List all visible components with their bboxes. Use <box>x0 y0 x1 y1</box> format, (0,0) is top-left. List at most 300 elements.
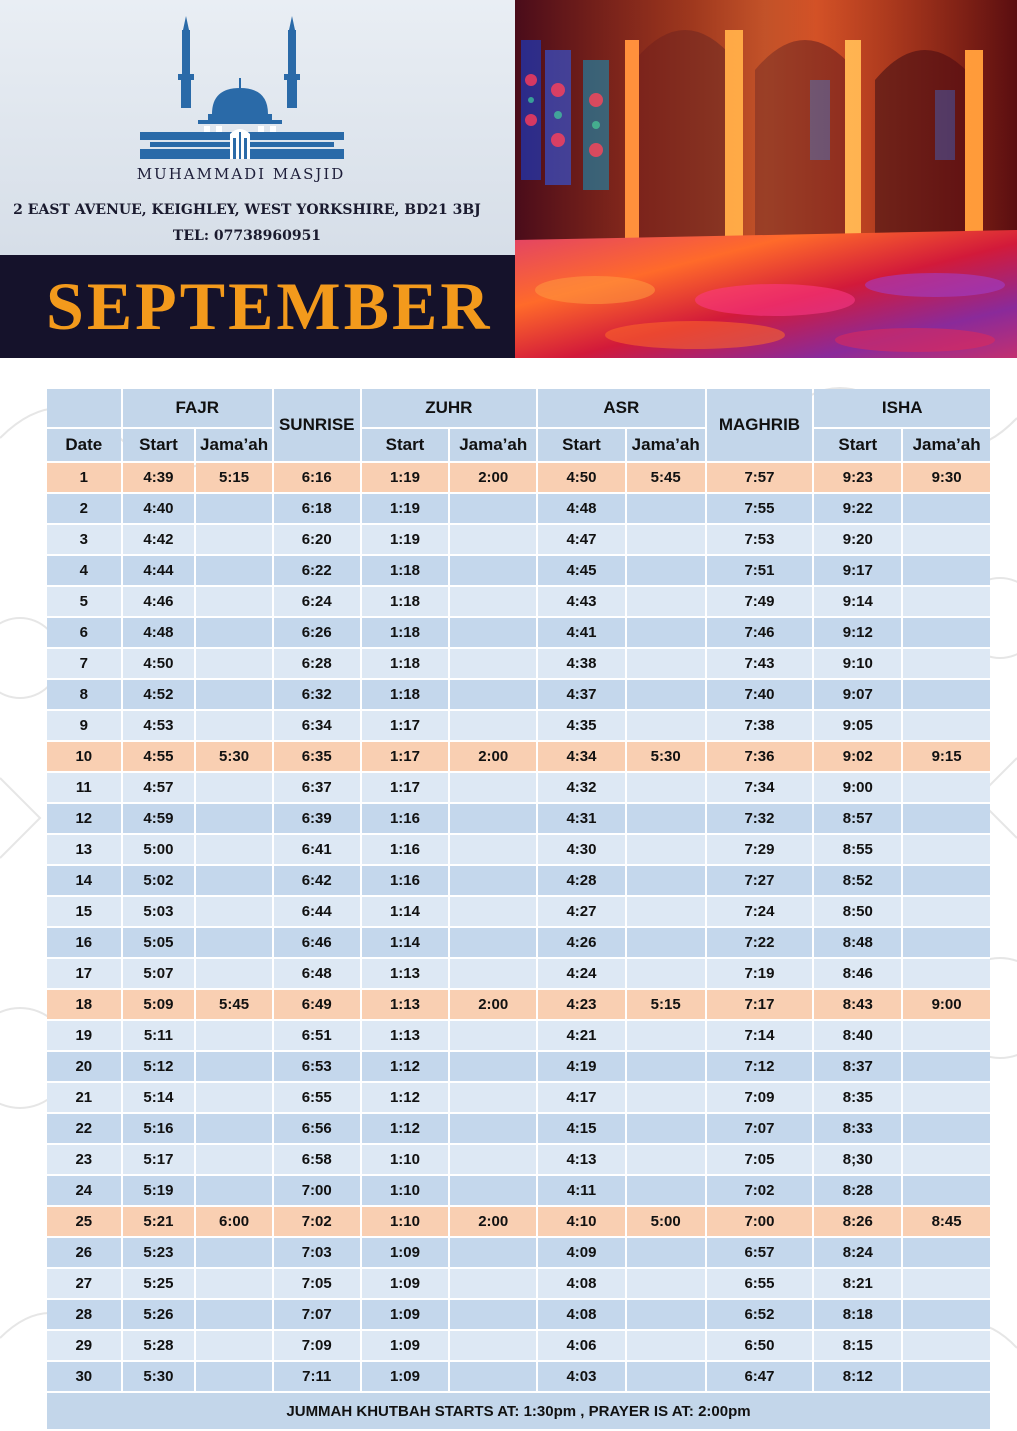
zuhr-jamaah-cell <box>450 1331 536 1362</box>
zuhr-jamaah-cell <box>450 773 536 804</box>
zuhr-jamaah-cell <box>450 1083 536 1114</box>
sunrise-cell: 7:05 <box>274 1269 360 1300</box>
asr-start-cell: 4:35 <box>538 711 625 742</box>
asr-jamaah-cell <box>627 556 705 587</box>
zuhr-jamaah-cell <box>450 1300 536 1331</box>
header <box>0 0 1017 358</box>
isha-start-cell: 8:48 <box>814 928 901 959</box>
table-row <box>47 835 990 866</box>
asr-jamaah-cell <box>627 928 705 959</box>
isha-start-cell: 8:33 <box>814 1114 901 1145</box>
sunrise-cell: 6:51 <box>274 1021 360 1052</box>
asr-jamaah-cell <box>627 680 705 711</box>
asr-jamaah-cell <box>627 618 705 649</box>
fajr-jamaah-cell <box>196 1145 272 1176</box>
header-isha-start: Start <box>814 429 901 463</box>
zuhr-start-cell: 1:19 <box>362 494 449 525</box>
date-cell: 12 <box>47 804 121 835</box>
zuhr-start-cell: 1:10 <box>362 1176 449 1207</box>
fajr-start-cell: 5:07 <box>123 959 195 990</box>
maghrib-cell: 6:57 <box>707 1238 813 1269</box>
table-row <box>47 1114 990 1145</box>
isha-jamaah-cell <box>903 1238 990 1269</box>
header-fajr: FAJR <box>123 389 272 429</box>
header-row-prayers <box>47 389 990 429</box>
sunrise-cell: 6:44 <box>274 897 360 928</box>
table-row <box>47 649 990 680</box>
sunrise-cell: 6:24 <box>274 587 360 618</box>
fajr-start-cell: 5:23 <box>123 1238 195 1269</box>
zuhr-jamaah-cell <box>450 1052 536 1083</box>
header-isha: ISHA <box>814 389 990 429</box>
sunrise-cell: 6:37 <box>274 773 360 804</box>
asr-jamaah-cell <box>627 1269 705 1300</box>
maghrib-cell: 7:19 <box>707 959 813 990</box>
zuhr-start-cell: 1:13 <box>362 959 449 990</box>
header-info-panel <box>0 0 515 255</box>
table-row <box>47 1300 990 1331</box>
table-row <box>47 990 990 1021</box>
fajr-jamaah-cell <box>196 1238 272 1269</box>
fajr-jamaah-cell <box>196 1331 272 1362</box>
zuhr-start-cell: 1:09 <box>362 1300 449 1331</box>
isha-start-cell: 8:50 <box>814 897 901 928</box>
zuhr-jamaah-cell: 2:00 <box>450 990 536 1021</box>
sunrise-cell: 6:20 <box>274 525 360 556</box>
asr-start-cell: 4:06 <box>538 1331 625 1362</box>
asr-jamaah-cell <box>627 1145 705 1176</box>
table-row <box>47 1238 990 1269</box>
asr-jamaah-cell <box>627 1238 705 1269</box>
zuhr-start-cell: 1:16 <box>362 804 449 835</box>
zuhr-start-cell: 1:12 <box>362 1114 449 1145</box>
table-row <box>47 1362 990 1393</box>
maghrib-cell: 7:34 <box>707 773 813 804</box>
maghrib-cell: 7:51 <box>707 556 813 587</box>
fajr-start-cell: 5:25 <box>123 1269 195 1300</box>
fajr-jamaah-cell <box>196 494 272 525</box>
maghrib-cell: 6:47 <box>707 1362 813 1393</box>
isha-jamaah-cell <box>903 680 990 711</box>
sunrise-cell: 7:00 <box>274 1176 360 1207</box>
fajr-start-cell: 5:28 <box>123 1331 195 1362</box>
header-blank-cell <box>47 389 121 429</box>
isha-start-cell: 9:22 <box>814 494 901 525</box>
table-row <box>47 680 990 711</box>
asr-start-cell: 4:26 <box>538 928 625 959</box>
fajr-jamaah-cell <box>196 1114 272 1145</box>
maghrib-cell: 7:07 <box>707 1114 813 1145</box>
header-date: Date <box>47 429 121 463</box>
fajr-jamaah-cell <box>196 711 272 742</box>
sunrise-cell: 7:03 <box>274 1238 360 1269</box>
zuhr-start-cell: 1:09 <box>362 1269 449 1300</box>
date-cell: 14 <box>47 866 121 897</box>
maghrib-cell: 7:40 <box>707 680 813 711</box>
zuhr-start-cell: 1:13 <box>362 990 449 1021</box>
masjid-telephone: TEL: 07738960951 <box>172 228 322 244</box>
fajr-start-cell: 5:26 <box>123 1300 195 1331</box>
zuhr-start-cell: 1:09 <box>362 1238 449 1269</box>
isha-start-cell: 9:10 <box>814 649 901 680</box>
fajr-start-cell: 5:02 <box>123 866 195 897</box>
isha-jamaah-cell <box>903 773 990 804</box>
footer-row <box>47 1393 990 1431</box>
asr-start-cell: 4:34 <box>538 742 625 773</box>
zuhr-start-cell: 1:16 <box>362 866 449 897</box>
sunrise-cell: 7:11 <box>274 1362 360 1393</box>
isha-start-cell: 8:28 <box>814 1176 901 1207</box>
isha-jamaah-cell <box>903 928 990 959</box>
isha-jamaah-cell <box>903 618 990 649</box>
zuhr-jamaah-cell <box>450 494 536 525</box>
fajr-jamaah-cell <box>196 773 272 804</box>
fajr-start-cell: 4:48 <box>123 618 195 649</box>
date-cell: 23 <box>47 1145 121 1176</box>
header-zuhr-start: Start <box>362 429 449 463</box>
isha-start-cell: 8:46 <box>814 959 901 990</box>
maghrib-cell: 7:22 <box>707 928 813 959</box>
table-row <box>47 1021 990 1052</box>
date-cell: 29 <box>47 1331 121 1362</box>
fajr-start-cell: 5:09 <box>123 990 195 1021</box>
fajr-start-cell: 4:52 <box>123 680 195 711</box>
maghrib-cell: 7:53 <box>707 525 813 556</box>
asr-start-cell: 4:41 <box>538 618 625 649</box>
header-asr: ASR <box>538 389 704 429</box>
isha-jamaah-cell <box>903 587 990 618</box>
isha-start-cell: 8:40 <box>814 1021 901 1052</box>
header-row-subcolumns <box>47 429 990 463</box>
table-row <box>47 463 990 494</box>
isha-start-cell: 8:35 <box>814 1083 901 1114</box>
zuhr-jamaah-cell <box>450 1145 536 1176</box>
table-row <box>47 804 990 835</box>
isha-start-cell: 9:05 <box>814 711 901 742</box>
fajr-jamaah-cell <box>196 835 272 866</box>
zuhr-start-cell: 1:14 <box>362 928 449 959</box>
date-cell: 5 <box>47 587 121 618</box>
isha-jamaah-cell <box>903 556 990 587</box>
asr-start-cell: 4:38 <box>538 649 625 680</box>
fajr-jamaah-cell <box>196 618 272 649</box>
isha-start-cell: 8:37 <box>814 1052 901 1083</box>
fajr-jamaah-cell: 5:45 <box>196 990 272 1021</box>
fajr-start-cell: 4:50 <box>123 649 195 680</box>
fajr-start-cell: 4:53 <box>123 711 195 742</box>
asr-start-cell: 4:10 <box>538 1207 625 1238</box>
isha-jamaah-cell: 9:30 <box>903 463 990 494</box>
maghrib-cell: 7:32 <box>707 804 813 835</box>
zuhr-start-cell: 1:09 <box>362 1331 449 1362</box>
asr-start-cell: 4:32 <box>538 773 625 804</box>
sunrise-cell: 6:42 <box>274 866 360 897</box>
fajr-jamaah-cell <box>196 1176 272 1207</box>
asr-start-cell: 4:31 <box>538 804 625 835</box>
asr-jamaah-cell <box>627 835 705 866</box>
asr-jamaah-cell <box>627 897 705 928</box>
fajr-start-cell: 4:44 <box>123 556 195 587</box>
isha-start-cell: 8:52 <box>814 866 901 897</box>
fajr-start-cell: 5:05 <box>123 928 195 959</box>
maghrib-cell: 7:05 <box>707 1145 813 1176</box>
fajr-start-cell: 5:11 <box>123 1021 195 1052</box>
fajr-start-cell: 5:21 <box>123 1207 195 1238</box>
zuhr-jamaah-cell: 2:00 <box>450 463 536 494</box>
date-cell: 25 <box>47 1207 121 1238</box>
zuhr-jamaah-cell <box>450 680 536 711</box>
isha-jamaah-cell <box>903 897 990 928</box>
asr-jamaah-cell <box>627 866 705 897</box>
zuhr-jamaah-cell <box>450 587 536 618</box>
asr-jamaah-cell <box>627 1021 705 1052</box>
masjid-name: MUHAMMADI MASJID <box>136 165 346 183</box>
table-row <box>47 1331 990 1362</box>
date-cell: 16 <box>47 928 121 959</box>
isha-start-cell: 8:43 <box>814 990 901 1021</box>
asr-jamaah-cell <box>627 1176 705 1207</box>
maghrib-cell: 7:14 <box>707 1021 813 1052</box>
zuhr-start-cell: 1:18 <box>362 556 449 587</box>
asr-jamaah-cell <box>627 1331 705 1362</box>
zuhr-jamaah-cell <box>450 835 536 866</box>
asr-start-cell: 4:13 <box>538 1145 625 1176</box>
sunrise-cell: 6:39 <box>274 804 360 835</box>
isha-jamaah-cell <box>903 1083 990 1114</box>
isha-jamaah-cell <box>903 804 990 835</box>
asr-start-cell: 4:45 <box>538 556 625 587</box>
maghrib-cell: 7:00 <box>707 1207 813 1238</box>
sunrise-cell: 7:09 <box>274 1331 360 1362</box>
fajr-jamaah-cell <box>196 1021 272 1052</box>
date-cell: 7 <box>47 649 121 680</box>
table-row <box>47 959 990 990</box>
asr-start-cell: 4:50 <box>538 463 625 494</box>
sunrise-cell: 6:46 <box>274 928 360 959</box>
fajr-jamaah-cell <box>196 1300 272 1331</box>
asr-start-cell: 4:37 <box>538 680 625 711</box>
fajr-start-cell: 5:16 <box>123 1114 195 1145</box>
asr-start-cell: 4:21 <box>538 1021 625 1052</box>
maghrib-cell: 7:55 <box>707 494 813 525</box>
fajr-start-cell: 4:39 <box>123 463 195 494</box>
asr-jamaah-cell <box>627 711 705 742</box>
isha-start-cell: 8;30 <box>814 1145 901 1176</box>
fajr-jamaah-cell <box>196 1362 272 1393</box>
maghrib-cell: 7:27 <box>707 866 813 897</box>
table-row <box>47 494 990 525</box>
zuhr-jamaah-cell <box>450 1362 536 1393</box>
maghrib-cell: 6:55 <box>707 1269 813 1300</box>
maghrib-cell: 7:38 <box>707 711 813 742</box>
isha-start-cell: 8:24 <box>814 1238 901 1269</box>
sunrise-cell: 6:18 <box>274 494 360 525</box>
fajr-start-cell: 5:30 <box>123 1362 195 1393</box>
zuhr-start-cell: 1:12 <box>362 1083 449 1114</box>
asr-start-cell: 4:19 <box>538 1052 625 1083</box>
sunrise-cell: 6:22 <box>274 556 360 587</box>
asr-jamaah-cell <box>627 525 705 556</box>
table-row <box>47 1176 990 1207</box>
asr-start-cell: 4:08 <box>538 1300 625 1331</box>
table-row <box>47 1269 990 1300</box>
isha-jamaah-cell <box>903 525 990 556</box>
zuhr-jamaah-cell <box>450 928 536 959</box>
asr-start-cell: 4:43 <box>538 587 625 618</box>
header-sunrise: SUNRISE <box>274 389 360 463</box>
date-cell: 8 <box>47 680 121 711</box>
table-row <box>47 897 990 928</box>
asr-jamaah-cell <box>627 1083 705 1114</box>
zuhr-start-cell: 1:09 <box>362 1362 449 1393</box>
asr-start-cell: 4:17 <box>538 1083 625 1114</box>
zuhr-start-cell: 1:17 <box>362 742 449 773</box>
isha-start-cell: 9:07 <box>814 680 901 711</box>
timetable-body <box>47 463 990 1393</box>
maghrib-cell: 7:57 <box>707 463 813 494</box>
maghrib-cell: 7:36 <box>707 742 813 773</box>
isha-start-cell: 9:23 <box>814 463 901 494</box>
asr-jamaah-cell: 5:00 <box>627 1207 705 1238</box>
date-cell: 3 <box>47 525 121 556</box>
month-title: SEPTEMBER <box>46 268 493 344</box>
asr-jamaah-cell: 5:45 <box>627 463 705 494</box>
asr-jamaah-cell <box>627 804 705 835</box>
zuhr-jamaah-cell <box>450 866 536 897</box>
isha-start-cell: 9:12 <box>814 618 901 649</box>
fajr-start-cell: 5:12 <box>123 1052 195 1083</box>
header-isha-jamaah: Jama’ah <box>903 429 990 463</box>
fajr-jamaah-cell <box>196 1052 272 1083</box>
isha-jamaah-cell <box>903 1021 990 1052</box>
isha-jamaah-cell <box>903 711 990 742</box>
maghrib-cell: 7:46 <box>707 618 813 649</box>
fajr-jamaah-cell: 5:15 <box>196 463 272 494</box>
maghrib-cell: 7:09 <box>707 1083 813 1114</box>
isha-start-cell: 8:15 <box>814 1331 901 1362</box>
date-cell: 15 <box>47 897 121 928</box>
zuhr-start-cell: 1:17 <box>362 773 449 804</box>
zuhr-start-cell: 1:16 <box>362 835 449 866</box>
zuhr-start-cell: 1:10 <box>362 1207 449 1238</box>
isha-start-cell: 9:02 <box>814 742 901 773</box>
asr-start-cell: 4:15 <box>538 1114 625 1145</box>
asr-jamaah-cell <box>627 773 705 804</box>
fajr-start-cell: 5:03 <box>123 897 195 928</box>
fajr-start-cell: 4:42 <box>123 525 195 556</box>
date-cell: 2 <box>47 494 121 525</box>
sunrise-cell: 6:49 <box>274 990 360 1021</box>
zuhr-jamaah-cell <box>450 649 536 680</box>
date-cell: 19 <box>47 1021 121 1052</box>
isha-start-cell: 8:18 <box>814 1300 901 1331</box>
date-cell: 30 <box>47 1362 121 1393</box>
fajr-start-cell: 5:14 <box>123 1083 195 1114</box>
isha-jamaah-cell <box>903 835 990 866</box>
sunrise-cell: 6:28 <box>274 649 360 680</box>
asr-start-cell: 4:03 <box>538 1362 625 1393</box>
mosque-interior-photo <box>515 0 1017 358</box>
isha-jamaah-cell <box>903 1300 990 1331</box>
asr-start-cell: 4:24 <box>538 959 625 990</box>
fajr-jamaah-cell <box>196 680 272 711</box>
isha-start-cell: 8:26 <box>814 1207 901 1238</box>
asr-jamaah-cell <box>627 1114 705 1145</box>
isha-jamaah-cell <box>903 959 990 990</box>
zuhr-start-cell: 1:18 <box>362 618 449 649</box>
maghrib-cell: 7:02 <box>707 1176 813 1207</box>
isha-start-cell: 9:17 <box>814 556 901 587</box>
maghrib-cell: 6:52 <box>707 1300 813 1331</box>
maghrib-cell: 7:49 <box>707 587 813 618</box>
zuhr-start-cell: 1:18 <box>362 587 449 618</box>
fajr-start-cell: 4:40 <box>123 494 195 525</box>
isha-start-cell: 8:12 <box>814 1362 901 1393</box>
sunrise-cell: 7:07 <box>274 1300 360 1331</box>
isha-jamaah-cell: 8:45 <box>903 1207 990 1238</box>
table-row <box>47 928 990 959</box>
fajr-jamaah-cell <box>196 804 272 835</box>
asr-start-cell: 4:09 <box>538 1238 625 1269</box>
sunrise-cell: 6:35 <box>274 742 360 773</box>
isha-start-cell: 9:00 <box>814 773 901 804</box>
asr-start-cell: 4:48 <box>538 494 625 525</box>
date-cell: 24 <box>47 1176 121 1207</box>
asr-start-cell: 4:23 <box>538 990 625 1021</box>
fajr-jamaah-cell <box>196 928 272 959</box>
asr-start-cell: 4:28 <box>538 866 625 897</box>
sunrise-cell: 6:53 <box>274 1052 360 1083</box>
asr-jamaah-cell <box>627 1052 705 1083</box>
zuhr-jamaah-cell: 2:00 <box>450 742 536 773</box>
fajr-start-cell: 5:17 <box>123 1145 195 1176</box>
asr-jamaah-cell <box>627 1362 705 1393</box>
asr-jamaah-cell: 5:30 <box>627 742 705 773</box>
header-fajr-start: Start <box>123 429 195 463</box>
fajr-jamaah-cell <box>196 525 272 556</box>
fajr-jamaah-cell <box>196 1269 272 1300</box>
date-cell: 21 <box>47 1083 121 1114</box>
zuhr-start-cell: 1:19 <box>362 525 449 556</box>
zuhr-jamaah-cell <box>450 1269 536 1300</box>
fajr-jamaah-cell <box>196 1083 272 1114</box>
fajr-jamaah-cell <box>196 897 272 928</box>
date-cell: 9 <box>47 711 121 742</box>
table-row <box>47 618 990 649</box>
fajr-start-cell: 4:57 <box>123 773 195 804</box>
zuhr-jamaah-cell <box>450 711 536 742</box>
isha-start-cell: 9:20 <box>814 525 901 556</box>
date-cell: 10 <box>47 742 121 773</box>
date-cell: 1 <box>47 463 121 494</box>
zuhr-jamaah-cell <box>450 959 536 990</box>
date-cell: 17 <box>47 959 121 990</box>
table-row <box>47 556 990 587</box>
maghrib-cell: 7:17 <box>707 990 813 1021</box>
maghrib-cell: 6:50 <box>707 1331 813 1362</box>
isha-jamaah-cell: 9:00 <box>903 990 990 1021</box>
zuhr-jamaah-cell <box>450 897 536 928</box>
fajr-jamaah-cell <box>196 866 272 897</box>
zuhr-start-cell: 1:17 <box>362 711 449 742</box>
fajr-jamaah-cell: 5:30 <box>196 742 272 773</box>
asr-start-cell: 4:27 <box>538 897 625 928</box>
zuhr-jamaah-cell <box>450 618 536 649</box>
asr-start-cell: 4:11 <box>538 1176 625 1207</box>
isha-start-cell: 8:21 <box>814 1269 901 1300</box>
sunrise-cell: 6:58 <box>274 1145 360 1176</box>
table-row <box>47 742 990 773</box>
